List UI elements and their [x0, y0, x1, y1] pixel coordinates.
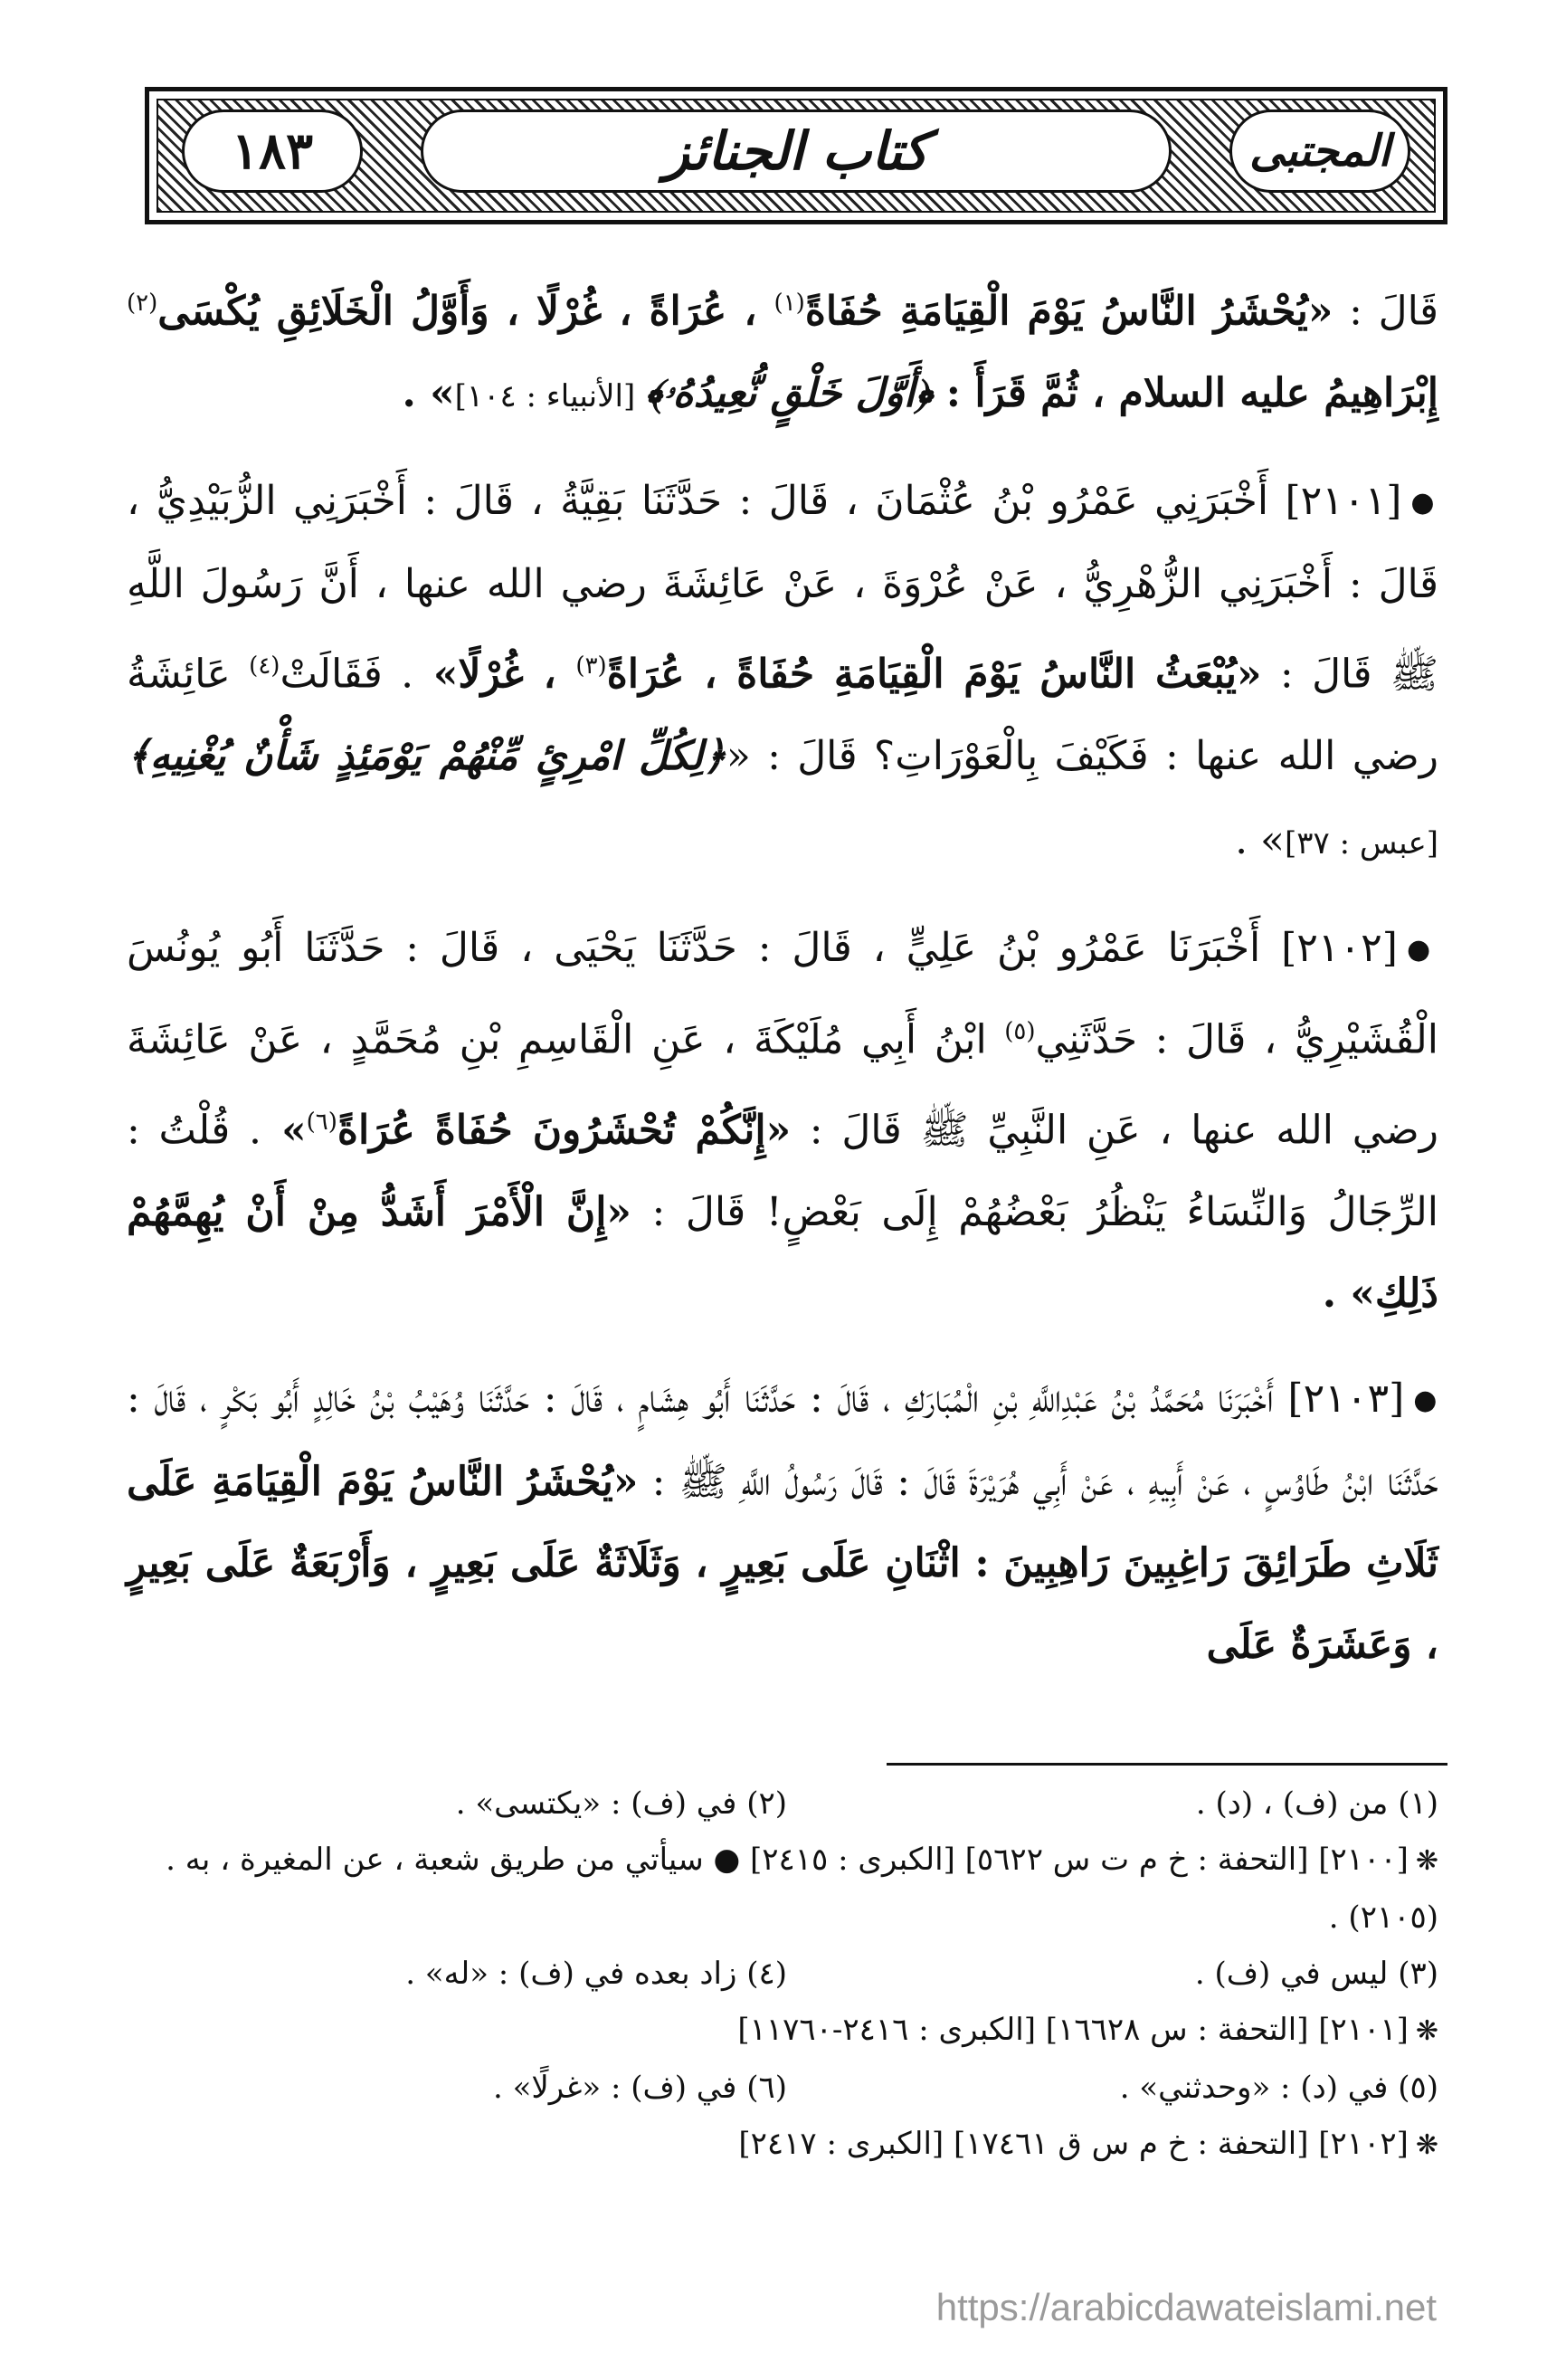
book-logo-badge: [1229, 109, 1410, 193]
takhrij-2102: [136, 2116, 1438, 2174]
hadith-quote: «إِنَّ الْأَمْرَ أَشَدُّ مِنْ أَنْ يُهِمَّهُمْ ذَلِكِ» .: [127, 1188, 1438, 1317]
page-number-badge: [182, 109, 363, 193]
page-number: ١٨٣: [231, 121, 314, 181]
running-header: [145, 87, 1447, 224]
footnote-row: [136, 1775, 1438, 1832]
footnote-row: [136, 2060, 1438, 2116]
takhrij-2100: [136, 1832, 1438, 1946]
footnote-1: (١) من (ف) ، (د) .: [1195, 1785, 1438, 1822]
footnote-ref-1: (١): [774, 290, 805, 317]
book-title: كتاب الجنائز: [663, 120, 929, 182]
hadith-quote: «يُحْشَرُ النَّاسُ يَوْمَ الْقِيَامَةِ حُفَاةً: [804, 288, 1333, 335]
hadith-quote: ، عُرَاةً ، غُرْلًا ، وَأَوَّلُ الْخَلَائِقِ يُكْسَى: [157, 288, 774, 335]
watermark-url: https://arabicdawateislami.net: [935, 2286, 1437, 2328]
footnote-ref-6: (٦): [306, 1108, 337, 1136]
hadith-quote: ، غُرْلًا»: [413, 651, 576, 698]
footnote-6: (٦) في (ف) : «غرلًا» .: [493, 2070, 787, 2106]
takhrij-text: [٢١٠٢] [التحفة : خ م س ق ١٧٤٦١] [الكبرى : ٢٤١٧]: [738, 2126, 1409, 2162]
hadith-quote: »: [261, 1107, 307, 1154]
hadith-quote: «يُحْشَرُ النَّاسُ يَوْمَ الْقِيَامَةِ عَلَى ثَلَاثِ طَرَائِقَ رَاغِبِينَ رَاهِبِينَ : اثْنَانِ عَلَى بَعِيرٍ ، وَثَلَاثَةٌ عَلَى بَعِيرٍ ، وَأَرْبَعَةٌ عَلَى بَعِيرٍ ، وَعَشَرَةٌ عَلَى: [127, 1459, 1438, 1669]
footnote-3: (٣) ليس في (ف) .: [1194, 1956, 1438, 1992]
bullet: ●: [1410, 487, 1438, 519]
asterisk-icon: ❋: [1415, 2015, 1438, 2047]
takhrij-2101: [136, 2002, 1438, 2060]
footnote-ref-4: (٤): [249, 652, 280, 681]
footnote-4: (٤) زاد بعده في (ف) : «له» .: [405, 1956, 787, 1992]
footnote-ref-2: (٢): [127, 290, 158, 317]
bullet: ●: [1413, 1385, 1438, 1417]
isnad-text: أَخْبَرَنَا عَمْرُو بْنُ عَلِيٍّ ، قَالَ : حَدَّثَنَا يَحْيَى ، قَالَ : حَدَّثَنَا أَبُو يُونُسَ الْقُشَيْرِيُّ ، قَالَ : حَدَّثَنِي: [127, 924, 1438, 1063]
text: . فَقَالَتْ: [280, 651, 414, 698]
hadith-quote: «إِنَّكُمْ تُحْشَرُونَ حُفَاةً عُرَاةً: [337, 1107, 792, 1154]
book-logo: المجتبى: [1249, 126, 1390, 176]
book-title-cartouche: [421, 109, 1172, 193]
asterisk-icon: ❋: [1415, 1845, 1438, 1877]
hadith-quote: إِبْرَاهِيمُ عليه السلام ، ثُمَّ قَرَأَ :: [932, 369, 1438, 416]
quran-verse: ﴿لِكُلِّ امْرِئٍ مِّنْهُمْ يَوْمَئِذٍ شَأْنٌ يُغْنِيهِ﴾: [127, 732, 726, 779]
hadith-number: [٢١٠٢]: [1281, 924, 1398, 971]
isnad-text: أَخْبَرَنِي عَمْرُو بْنُ عُثْمَانَ ، قَالَ : حَدَّثَنَا بَقِيَّةُ ، قَالَ : أَخْبَرَنِي الزُّبَيْدِيُّ ، قَالَ : أَخْبَرَنِي الزُّهْرِيُّ ، عَنْ عُرْوَةَ ، عَنْ عَائِشَةَ رضي الله عنها ، أَنَّ رَسُولَ اللَّهِ ﷺ قَالَ :: [127, 477, 1439, 698]
paragraph-hadith-2103: [127, 1358, 1438, 1687]
hadith-quote: «يُبْعَثُ النَّاسُ يَوْمَ الْقِيَامَةِ حُفَاةً ، عُرَاةً: [606, 651, 1262, 698]
paragraph-hadith-2100-end: [127, 262, 1438, 437]
footnote-separator: [887, 1763, 1447, 1766]
footnote-2: (٢) في (ف) : «يكتسى» .: [455, 1785, 787, 1822]
quote-close: » .: [402, 369, 455, 416]
verse-reference: [الأنبياء : ١٠٤]: [454, 377, 646, 414]
hadith-number: [٢١٠١]: [1285, 477, 1402, 524]
main-text: [127, 262, 1438, 1686]
footnote-ref-3: (٣): [575, 652, 607, 681]
isnad-text: أَخْبَرَنَا مُحَمَّدُ بْنُ عَبْدِاللَّهِ بْنِ الْمُبَارَكِ ، قَالَ : حَدَّثَنَا أَبُو هِشَامٍ ، قَالَ : حَدَّثَنَا وُهَيْبُ بْنُ خَالِدٍ أَبُو بَكْرٍ ، قَالَ : حَدَّثَنَا ابْنُ طَاوُسٍ ، عَنْ أَبِيهِ ، عَنْ أَبِي هُرَيْرَةَ قَالَ : قَالَ رَسُولُ اللَّهِ ﷺ :: [127, 1375, 1438, 1506]
takhrij-text: [٢١٠٠] [التحفة : خ م ت س ٥٦٢٢] [الكبرى : ٢٤١٥] ● سيأتي من طريق شعبة ، عن المغيرة ، به . (٢١٠٥) .: [166, 1842, 1438, 1936]
text: عَائِشَةُ رضي الله عنها : فَكَيْفَ بِالْعَوْرَاتِ؟ قَالَ : «: [127, 651, 1438, 779]
paragraph-hadith-2102: [127, 908, 1438, 1335]
footnote-5: (٥) في (د) : «وحدثني» .: [1119, 2070, 1438, 2106]
footnote-row: [136, 1946, 1438, 2002]
verse-reference: [عبس : ٣٧]: [1284, 824, 1438, 862]
bullet: ●: [1406, 934, 1438, 966]
takhrij-text: [٢١٠١] [التحفة : س ١٦٦٢٨] [الكبرى : ٢٤١٦-١١٧٦٠]: [737, 2012, 1409, 2048]
isnad-text: ابْنُ أَبِي مُلَيْكَةَ ، عَنِ الْقَاسِمِ بْنِ مُحَمَّدٍ ، عَنْ عَائِشَةَ رضي الله عنها ، عَنِ النَّبِيِّ ﷺ قَالَ :: [127, 1016, 1439, 1154]
asterisk-icon: ❋: [1415, 2129, 1438, 2161]
paragraph-hadith-2101: [127, 461, 1438, 884]
text: قَالَ :: [1333, 288, 1439, 335]
text: . قُلْتُ : الرِّجَالُ وَالنِّسَاءُ يَنْظُرُ بَعْضُهُمْ إِلَى بَعْضٍ! قَالَ :: [127, 1107, 1439, 1235]
quote-close: » .: [1235, 816, 1285, 863]
footnote-ref-5: (٥): [1004, 1018, 1036, 1046]
hadith-number: [٢١٠٣]: [1287, 1375, 1405, 1422]
quran-verse: ﴿أَوَّلَ خَلْقٍ نُّعِيدُهُۥ﴾: [645, 369, 933, 416]
footnotes: [136, 1775, 1438, 2174]
